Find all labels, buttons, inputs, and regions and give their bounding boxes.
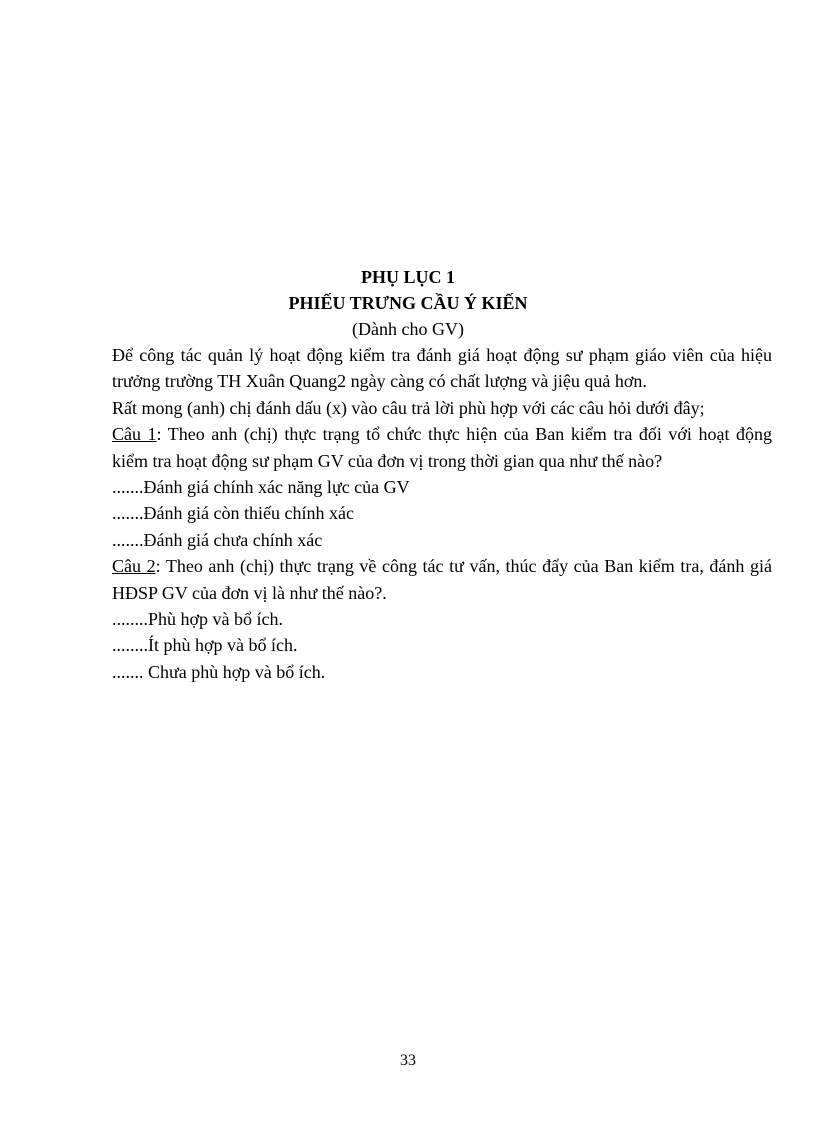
- appendix-title: PHỤ LỤC 1: [361, 267, 455, 287]
- page-number: 33: [400, 1052, 416, 1069]
- document-body: [112, 342, 772, 685]
- question-2: [112, 553, 772, 606]
- form-title: PHIẾU TRƯNG CẦU Ý KIẾN: [288, 293, 528, 313]
- audience-text: (Dành cho GV): [352, 319, 464, 339]
- question-2-option-1: ........Phù hợp và bổ ích.: [112, 609, 284, 630]
- question-1-text: : Theo anh (chị) thực trạng tổ chức thực hiện của Ban kiểm tra đối với hoạt động kiểm tra hoạt động sư phạm GV của đơn vị trong thời gian qua như thế nào?: [112, 424, 773, 471]
- question-2-label: Câu 2: [112, 556, 156, 577]
- instruction-paragraph: Rất mong (anh) chị đánh dấu (x) vào câu trả lời phù hợp với các câu hỏi dưới đây;: [112, 397, 705, 418]
- question-2-option-3: ....... Chưa phù hợp và bổ ích.: [112, 661, 326, 682]
- question-2-text: : Theo anh (chị) thực trạng về công tác tư vấn, thúc đẩy của Ban kiểm tra, đánh giá HĐSP GV của đơn vị là như thế nào?.: [112, 556, 772, 603]
- question-2-option-2: ........Ít phù hợp và bổ ích.: [112, 635, 298, 656]
- question-1-option-2: .......Đánh giá còn thiếu chính xác: [112, 503, 354, 524]
- question-1-option-3: .......Đánh giá chưa chính xác: [112, 529, 323, 550]
- question-1-label: Câu 1: [112, 424, 157, 445]
- question-1: [112, 421, 772, 474]
- intro-paragraph: Để công tác quản lý hoạt động kiểm tra đánh giá hoạt động sư phạm giáo viên của hiệu trưởng trường TH Xuân Quang2 ngày càng có chất lượng và jiệu quả hơn.: [112, 345, 772, 392]
- question-1-option-1: .......Đánh giá chính xác năng lực của GV: [112, 477, 410, 498]
- audience-note: [0, 316, 816, 342]
